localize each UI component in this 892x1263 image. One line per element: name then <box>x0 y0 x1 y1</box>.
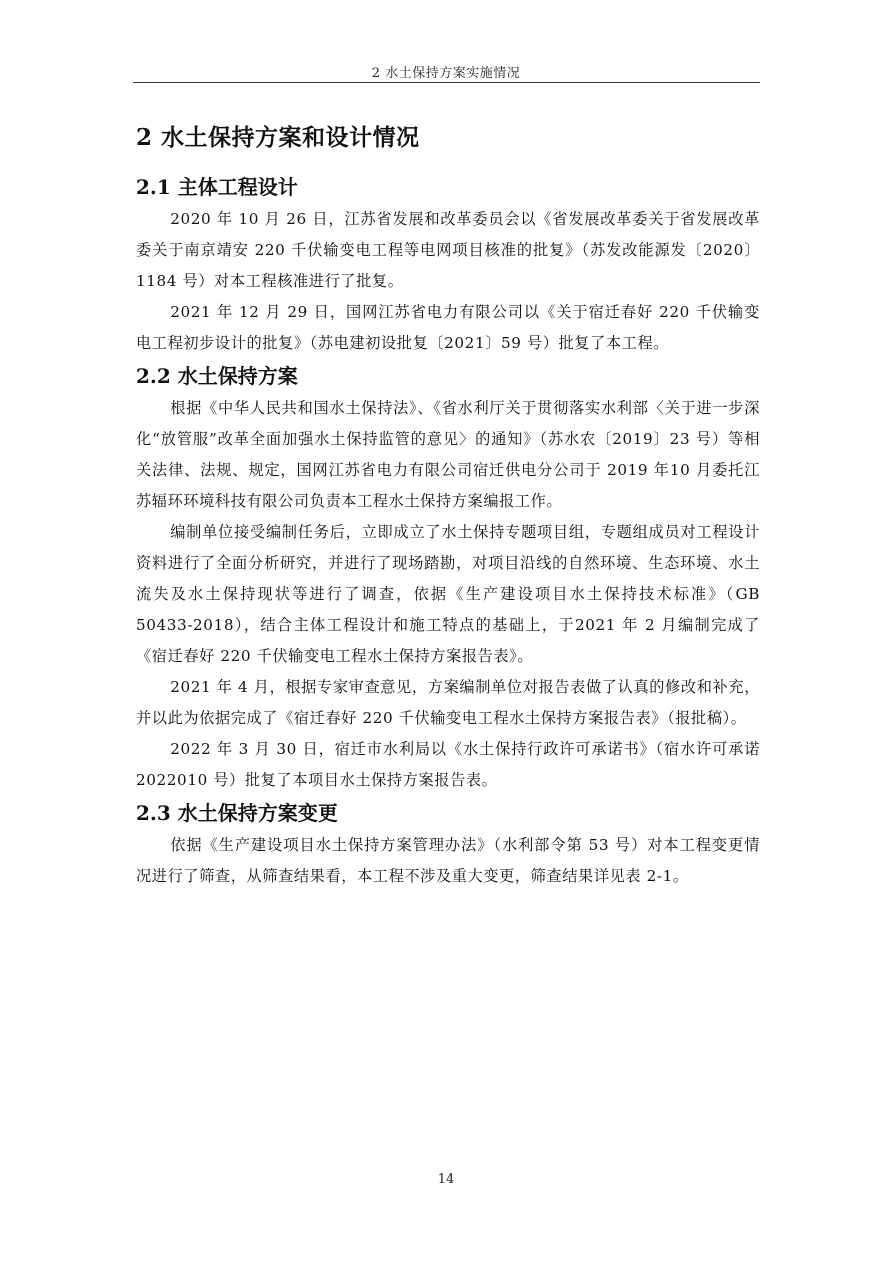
paragraph: 2021 年 12 月 29 日，国网江苏省电力有限公司以《关于宿迁春好 220 千伏输变电工程初步设计的批复》（苏电建初设批复〔2021〕59 号）批复了本工程。 <box>136 303 760 352</box>
paragraph: 编制单位接受编制任务后，立即成立了水土保持专题项目组，专题组成员对工程设计资料进行了全面分析研究，并进行了现场踏勘，对项目沿线的自然环境、生态环境、水土流失及水土保持现状等进行了调查，依据《生产建设项目水土保持技术标准》（GB 50433-2018），结合主体工程设计和施工特点的基础上，于2021 年 2 月编制完成了《宿迁春好 220 千伏输变电工程水土保持方案报告表》。 <box>136 523 760 665</box>
paragraph: 依据《生产建设项目水土保持方案管理办法》（水利部令第 53 号）对本工程变更情况进行了筛查，从筛查结果看，本工程不涉及重大变更，筛查结果详见表 2-1。 <box>136 836 760 885</box>
page-content <box>136 118 760 892</box>
section-heading: 2.1 主体工程设计 <box>136 175 298 199</box>
chapter-title: 2 水土保持方案和设计情况 <box>136 124 420 151</box>
paragraph: 2020 年 10 月 26 日，江苏省发展和改革委员会以《省发展改革委关于省发展改革委关于南京靖安 220 千伏输变电工程等电网项目核准的批复》（苏发改能源发〔2020〕1184 号）对本工程核准进行了批复。 <box>136 210 760 290</box>
section-main-engineering-design <box>136 170 760 359</box>
section-heading: 2.2 水土保持方案 <box>136 364 298 388</box>
page-number: 14 <box>437 1172 455 1187</box>
header-rule <box>133 82 760 83</box>
section-soil-conservation-plan <box>136 359 760 796</box>
paragraph: 根据《中华人民共和国水土保持法》、《省水利厅关于贯彻落实水利部〈关于进一步深化“放管服”改革全面加强水土保持监管的意见〉的通知》（苏水农〔2019〕23 号）等相关法律、法规、规定，国网江苏省电力有限公司宿迁供电分公司于 2019 年10 月委托江苏辐环环境科技有限公司负责本工程水土保持方案编报工作。 <box>136 399 760 510</box>
running-header: 2 水土保持方案实施情况 <box>371 66 521 81</box>
paragraph: 2021 年 4 月，根据专家审查意见，方案编制单位对报告表做了认真的修改和补充，并以此为依据完成了《宿迁春好 220 千伏输变电工程水土保持方案报告表》（报批稿）。 <box>136 678 760 727</box>
paragraph: 2022 年 3 月 30 日，宿迁市水利局以《水土保持行政许可承诺书》（宿水许可承诺 2022010 号）批复了本项目水土保持方案报告表。 <box>136 740 760 789</box>
section-heading: 2.3 水土保持方案变更 <box>136 801 338 825</box>
section-plan-changes <box>136 796 760 892</box>
